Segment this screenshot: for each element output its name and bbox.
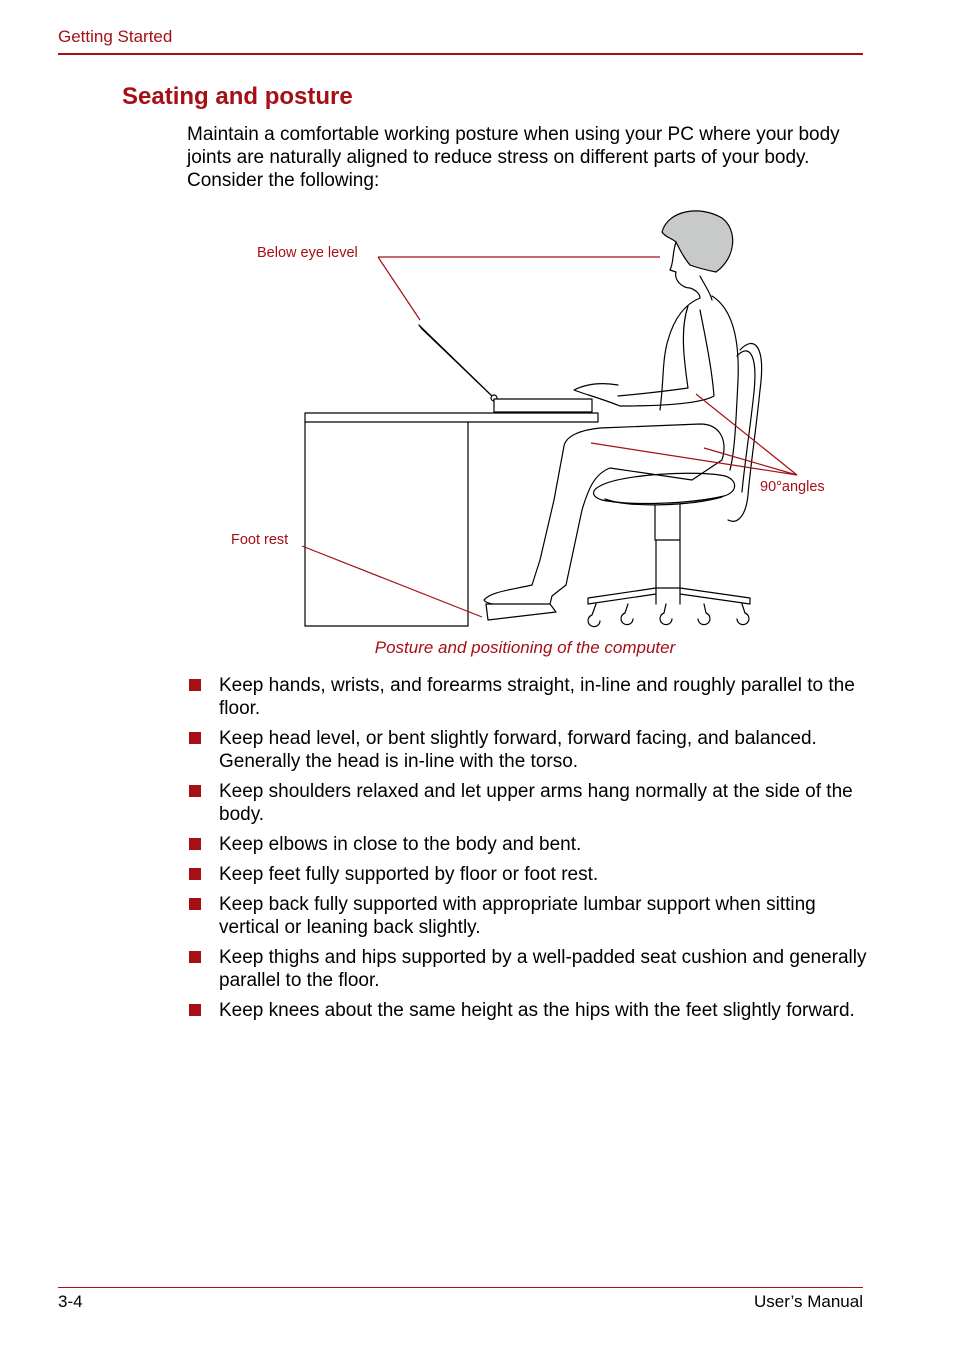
running-header: Getting Started	[58, 27, 173, 46]
intro-paragraph: Maintain a comfortable working posture when using your PC where your body joints are naturally aligned to reduce stress on different parts of your body. Consider the following:	[187, 124, 840, 191]
laptop	[419, 325, 592, 412]
callout-lines	[302, 257, 797, 617]
square-bullet-icon	[189, 785, 201, 797]
list-item: Keep head level, or bent slightly forward, forward facing, and balanced. Generally the head is in-line with the torso.	[187, 727, 867, 773]
page-number: 3-4	[58, 1292, 83, 1311]
list-item: Keep knees about the same height as the hips with the feet slightly forward.	[187, 999, 867, 1022]
label-below-eye-level: Below eye level	[257, 245, 358, 261]
list-item: Keep hands, wrists, and forearms straight, in-line and roughly parallel to the floor.	[187, 674, 867, 720]
square-bullet-icon	[189, 1004, 201, 1016]
posture-guidelines-list	[187, 674, 867, 1029]
footer-rule	[58, 1287, 863, 1288]
list-item: Keep thighs and hips supported by a well-padded seat cushion and generally parallel to the floor.	[187, 946, 867, 992]
square-bullet-icon	[189, 951, 201, 963]
label-90-angles: 90°angles	[760, 479, 825, 495]
list-item: Keep back fully supported with appropriate lumbar support when sitting vertical or leaning back slightly.	[187, 893, 867, 939]
square-bullet-icon	[189, 732, 201, 744]
square-bullet-icon	[189, 898, 201, 910]
list-item: Keep elbows in close to the body and bent.	[187, 833, 867, 856]
square-bullet-icon	[189, 679, 201, 691]
list-item: Keep feet fully supported by floor or foot rest.	[187, 863, 867, 886]
square-bullet-icon	[189, 838, 201, 850]
section-title: Seating and posture	[122, 83, 353, 110]
square-bullet-icon	[189, 868, 201, 880]
list-item: Keep shoulders relaxed and let upper arms hang normally at the side of the body.	[187, 780, 867, 826]
label-foot-rest: Foot rest	[231, 532, 289, 548]
figure-caption: Posture and positioning of the computer	[374, 638, 676, 657]
chair	[588, 343, 762, 626]
manual-title: User’s Manual	[754, 1292, 863, 1311]
